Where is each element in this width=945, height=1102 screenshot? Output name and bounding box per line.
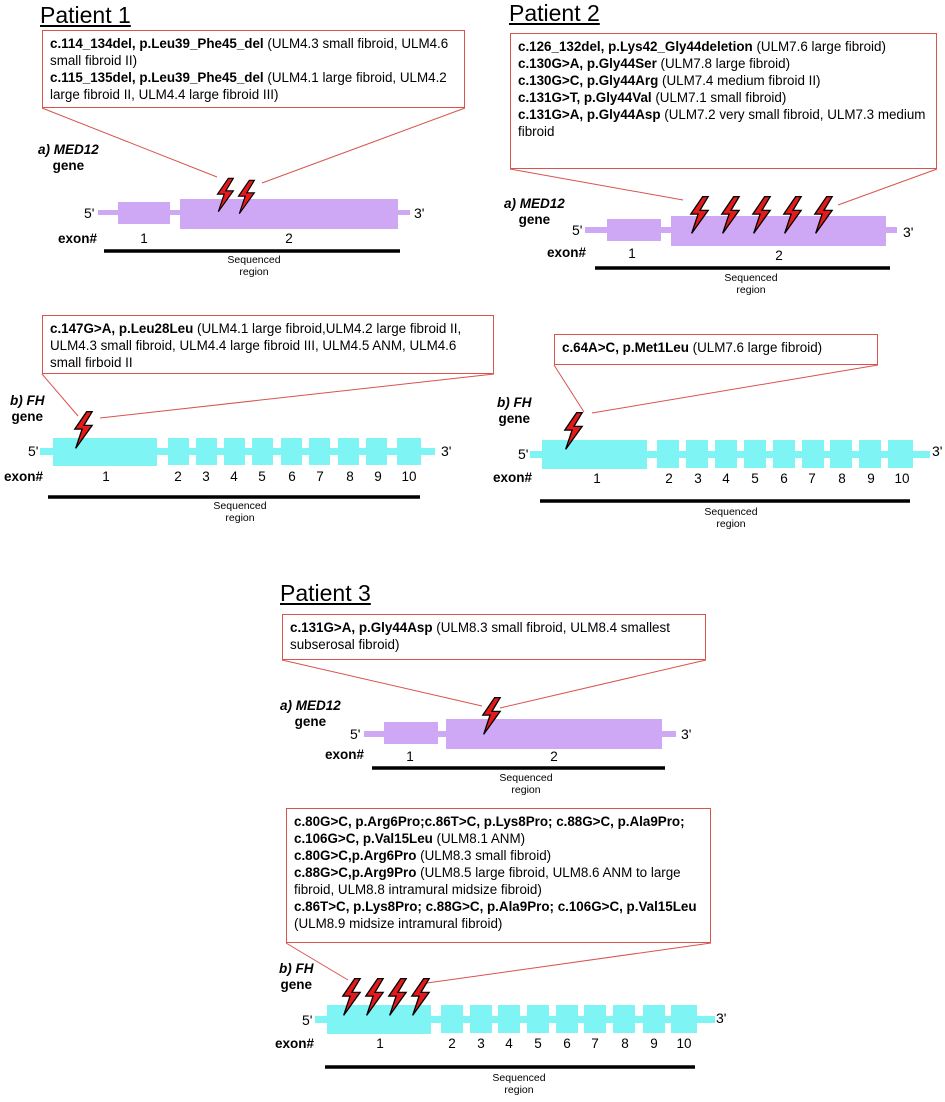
sequenced-region-label [704, 506, 757, 530]
exon-number: 1 [593, 471, 601, 486]
exon-10-block [397, 438, 421, 465]
callout-line-right [420, 943, 711, 984]
three-prime-label: 3' [716, 1010, 727, 1026]
exon-8-block [338, 438, 359, 465]
mutation-entry [518, 38, 929, 55]
exon-number: 2 [775, 248, 783, 263]
three-prime-label: 3' [441, 443, 452, 459]
seq-line: region [736, 284, 766, 296]
gene-prefix: a) [38, 142, 54, 157]
three-prime-label: 3' [681, 726, 692, 742]
exon-number-label: exon# [547, 245, 587, 260]
gene-name: FH [295, 961, 314, 976]
gene-word: gene [498, 411, 530, 426]
gene-name: FH [513, 395, 532, 410]
exon-number: 10 [894, 471, 910, 486]
exon-number: 3 [694, 471, 702, 486]
exon-5-block [527, 1005, 549, 1033]
five-prime-label: 5' [350, 726, 361, 742]
mutation-entry [50, 69, 457, 103]
exon-number: 3 [202, 469, 210, 484]
seq-line: Sequenced [499, 772, 553, 784]
exon-number: 3 [477, 1036, 485, 1051]
mutation-code: c.126_132del, p.Lys42_Gly44deletion [518, 39, 753, 54]
exon-2-block [446, 719, 662, 749]
gene-prefix: a) [280, 698, 296, 713]
patient-1-title: Patient 1 [40, 2, 131, 28]
exon-8-block [613, 1005, 635, 1033]
sequenced-region-label [492, 1072, 545, 1096]
exon-number: 2 [448, 1036, 456, 1051]
exon-number: 9 [867, 471, 875, 486]
exon-5-block [744, 440, 766, 468]
callout-line-right [838, 169, 937, 205]
p3-fh-mutation-callout [286, 808, 711, 943]
callout-line-left [554, 365, 584, 412]
exon-4-block [224, 438, 245, 465]
callout-line-right [500, 660, 706, 708]
exon-6-block [556, 1005, 578, 1033]
mutation-note: (ULM8.9 midsize intramural fibroid) [294, 916, 503, 931]
exon-number: 2 [550, 749, 558, 764]
gene-prefix: b) [497, 395, 514, 410]
exon-number: 1 [102, 469, 110, 484]
exon-1-block [542, 440, 647, 469]
mutation-note: (ULM4.1 large fibroid,ULM4.2 large fibroid II, ULM4.3 small fibroid, ULM4.4 large fibroid III, ULM4.5 ANM, ULM4.6 small firboid II [50, 321, 462, 370]
exon-number: 4 [230, 469, 238, 484]
patient-2-title: Patient 2 [509, 0, 600, 26]
exon-3-block [196, 438, 217, 465]
exon-1-block [118, 202, 170, 224]
sequenced-region-label [213, 500, 266, 524]
exon-number: 2 [285, 231, 293, 246]
mutation-entry [518, 89, 929, 106]
exon-number: 5 [534, 1036, 542, 1051]
exon-6-block [773, 440, 795, 468]
exon-4-block [498, 1005, 520, 1033]
exon-number: 7 [591, 1036, 599, 1051]
mutation-note: (ULM7.4 medium fibroid II) [658, 73, 821, 88]
exon-4-block [715, 440, 737, 468]
exon-3-block [470, 1005, 492, 1033]
exon-7-block [802, 440, 824, 468]
mutation-note: (ULM7.1 small fibroid) [651, 90, 787, 105]
exon-number: 8 [838, 471, 846, 486]
mutation-entry [294, 898, 703, 932]
mutation-note: (ULM7.2 very small fibroid, ULM7.3 medium fibroid [518, 107, 926, 139]
mutation-code: c.64A>C, p.Met1Leu [562, 340, 689, 355]
mutation-entry [50, 320, 486, 371]
mutation-code: c.88G>C,p.Arg9Pro [294, 865, 417, 880]
gene-word: gene [280, 977, 312, 992]
p1-med12-graphic [42, 108, 465, 251]
gene-word: gene [11, 409, 43, 424]
mutation-note: (ULM7.6 large fibroid) [752, 39, 886, 54]
exon-2-block [168, 438, 189, 465]
mutation-entry [290, 619, 698, 653]
exon-number: 7 [808, 471, 816, 486]
mutation-code: c.80G>C,p.Arg6Pro [294, 848, 417, 863]
exon-number: 10 [676, 1036, 692, 1051]
mutation-note: (ULM7.8 large fibroid) [656, 56, 791, 71]
mutation-entry [294, 864, 703, 898]
patient-3-title: Patient 3 [280, 580, 371, 606]
seq-line: region [511, 784, 541, 796]
exon-7-block [584, 1005, 606, 1033]
gene-prefix: a) [504, 196, 520, 211]
exon-2-block [180, 199, 398, 229]
p3-med12-gene-label [280, 698, 341, 730]
mutation-entry [518, 106, 929, 140]
exon-number: 9 [374, 469, 382, 484]
mutation-note: (ULM8.3 small fibroid, ULM8.4 smallest subserosal fibroid) [290, 620, 670, 652]
five-prime-label: 5' [302, 1012, 313, 1028]
p2-med12-gene-label [504, 196, 565, 228]
mutation-code: c.114_134del, p.Leu39_Phe45_del [50, 36, 264, 51]
sequenced-region-label [724, 272, 777, 296]
callout-line-right [592, 365, 878, 413]
mutation-code: c.130G>C, p.Gly44Arg [518, 73, 659, 88]
exon-number: 8 [346, 469, 354, 484]
gene-word: gene [518, 212, 551, 227]
mutation-note: (ULM4.1 large fibroid, ULM4.2 large fibroid II, ULM4.4 large fibroid III) [50, 70, 447, 102]
exon-number: 7 [316, 469, 324, 484]
exon-number: 6 [288, 469, 296, 484]
five-prime-label: 5' [572, 222, 583, 238]
three-prime-label: 3' [903, 224, 914, 240]
exon-1-block [384, 722, 438, 744]
callout-line-right [262, 108, 465, 183]
mutation-note: (ULM8.3 small fibroid) [416, 848, 552, 863]
mutation-code: c.115_135del, p.Leu39_Phe45_del [50, 70, 264, 85]
p2-fh-gene-label [497, 395, 532, 427]
mutation-code: c.131G>T, p.Gly44Val [518, 90, 652, 105]
exon-number-label: exon# [58, 231, 98, 246]
gene-name: MED12 [53, 142, 99, 157]
exon-number-label: exon# [493, 470, 533, 485]
mutation-code: c.131G>A, p.Gly44Asp [518, 107, 661, 122]
exon-6-block [281, 438, 302, 465]
exon-number: 1 [376, 1036, 384, 1051]
exon-number: 1 [628, 246, 636, 261]
mutation-note: (ULM7.6 large fibroid) [688, 340, 823, 355]
exon-2-block [441, 1005, 463, 1033]
exon-5-block [252, 438, 273, 465]
exon-number: 2 [665, 471, 673, 486]
exon-number: 2 [174, 469, 182, 484]
exon-9-block [366, 438, 387, 465]
p2-fh-mutation-callout [554, 334, 878, 365]
mutation-entry [518, 55, 929, 72]
seq-line: Sequenced [213, 500, 267, 512]
seq-line: region [504, 1084, 534, 1096]
mutation-entry [294, 813, 703, 847]
gene-prefix: b) [279, 961, 296, 976]
exon-number: 6 [780, 471, 788, 486]
mutation-entry [294, 847, 703, 864]
exon-number: 4 [505, 1036, 513, 1051]
seq-line: Sequenced [704, 506, 758, 518]
sequenced-region-label [227, 254, 280, 278]
exon-number: 4 [722, 471, 730, 486]
mutation-code: c.80G>C, p.Arg6Pro;c.86T>C, p.Lys8Pro; c.88G>C, p.Ala9Pro; c.106G>C, p.Val15Leu [294, 814, 685, 846]
p2-med12-mutation-callout [510, 33, 937, 169]
callout-line-left [42, 374, 78, 416]
exon-9-block [859, 440, 881, 468]
three-prime-label: 3' [414, 205, 425, 221]
p1-fh-gene-label [10, 393, 45, 425]
three-prime-label: 3' [932, 443, 943, 459]
exon-3-block [686, 440, 708, 468]
exon-1-block [53, 438, 157, 466]
mutation-code: c.130G>A, p.Gly44Ser [518, 56, 657, 71]
exon-number-label: exon# [4, 469, 44, 484]
exon-number-label: exon# [325, 747, 365, 762]
mutation-note: (ULM8.1 ANM) [432, 831, 526, 846]
mutation-entry [518, 72, 929, 89]
exon-number-label: exon# [275, 1036, 315, 1051]
five-prime-label: 5' [518, 446, 529, 462]
gene-word: gene [294, 714, 327, 729]
mutation-code: c.86T>C, p.Lys8Pro; c.88G>C, p.Ala9Pro; c.106G>C, p.Val15Leu [294, 899, 697, 914]
exon-number: 1 [140, 231, 148, 246]
exon-number: 6 [563, 1036, 571, 1051]
mutation-note: (ULM4.3 small fibroid, ULM4.6 small fibroid II) [50, 36, 449, 68]
exon-8-block [830, 440, 852, 468]
p3-fh-gene-label [279, 961, 314, 993]
p1-med12-gene-label [38, 142, 99, 174]
seq-line: Sequenced [492, 1072, 546, 1084]
mutation-entry [562, 339, 870, 356]
exon-10-block [671, 1005, 697, 1033]
gene-name: MED12 [519, 196, 565, 211]
seq-line: region [239, 266, 269, 278]
exon-2-block [657, 440, 679, 468]
exon-number: 5 [751, 471, 759, 486]
exon-7-block [309, 438, 330, 465]
p1-med12-mutation-callout [42, 30, 465, 108]
mutation-entry [50, 35, 457, 69]
exon-number: 8 [621, 1036, 629, 1051]
exon-number: 1 [406, 749, 414, 764]
gene-word: gene [52, 158, 85, 173]
five-prime-label: 5' [28, 443, 39, 459]
seq-line: Sequenced [227, 254, 281, 266]
p1-fh-mutation-callout [42, 315, 494, 374]
gene-name: FH [26, 393, 45, 408]
mutation-code: c.147G>A, p.Leu28Leu [50, 321, 194, 336]
exon-10-block [888, 440, 913, 468]
seq-line: region [225, 512, 255, 524]
sequenced-region-label [499, 772, 552, 796]
exon-number: 5 [258, 469, 266, 484]
gene-prefix: b) [10, 393, 27, 408]
exon-number: 9 [650, 1036, 658, 1051]
callout-line-right [100, 374, 494, 418]
five-prime-label: 5' [84, 205, 95, 221]
seq-line: region [716, 518, 746, 530]
gene-name: MED12 [295, 698, 341, 713]
exon-1-block [607, 219, 661, 241]
exon-9-block [643, 1005, 665, 1033]
seq-line: Sequenced [724, 272, 778, 284]
mutation-note: (ULM8.5 large fibroid, ULM8.6 ANM to large fibroid, ULM8.8 intramural midsize fibroid) [294, 865, 681, 897]
exon-2-block [671, 216, 886, 246]
mutation-code: c.131G>A, p.Gly44Asp [290, 620, 433, 635]
exon-number: 10 [401, 469, 417, 484]
p3-med12-mutation-callout [282, 614, 706, 660]
